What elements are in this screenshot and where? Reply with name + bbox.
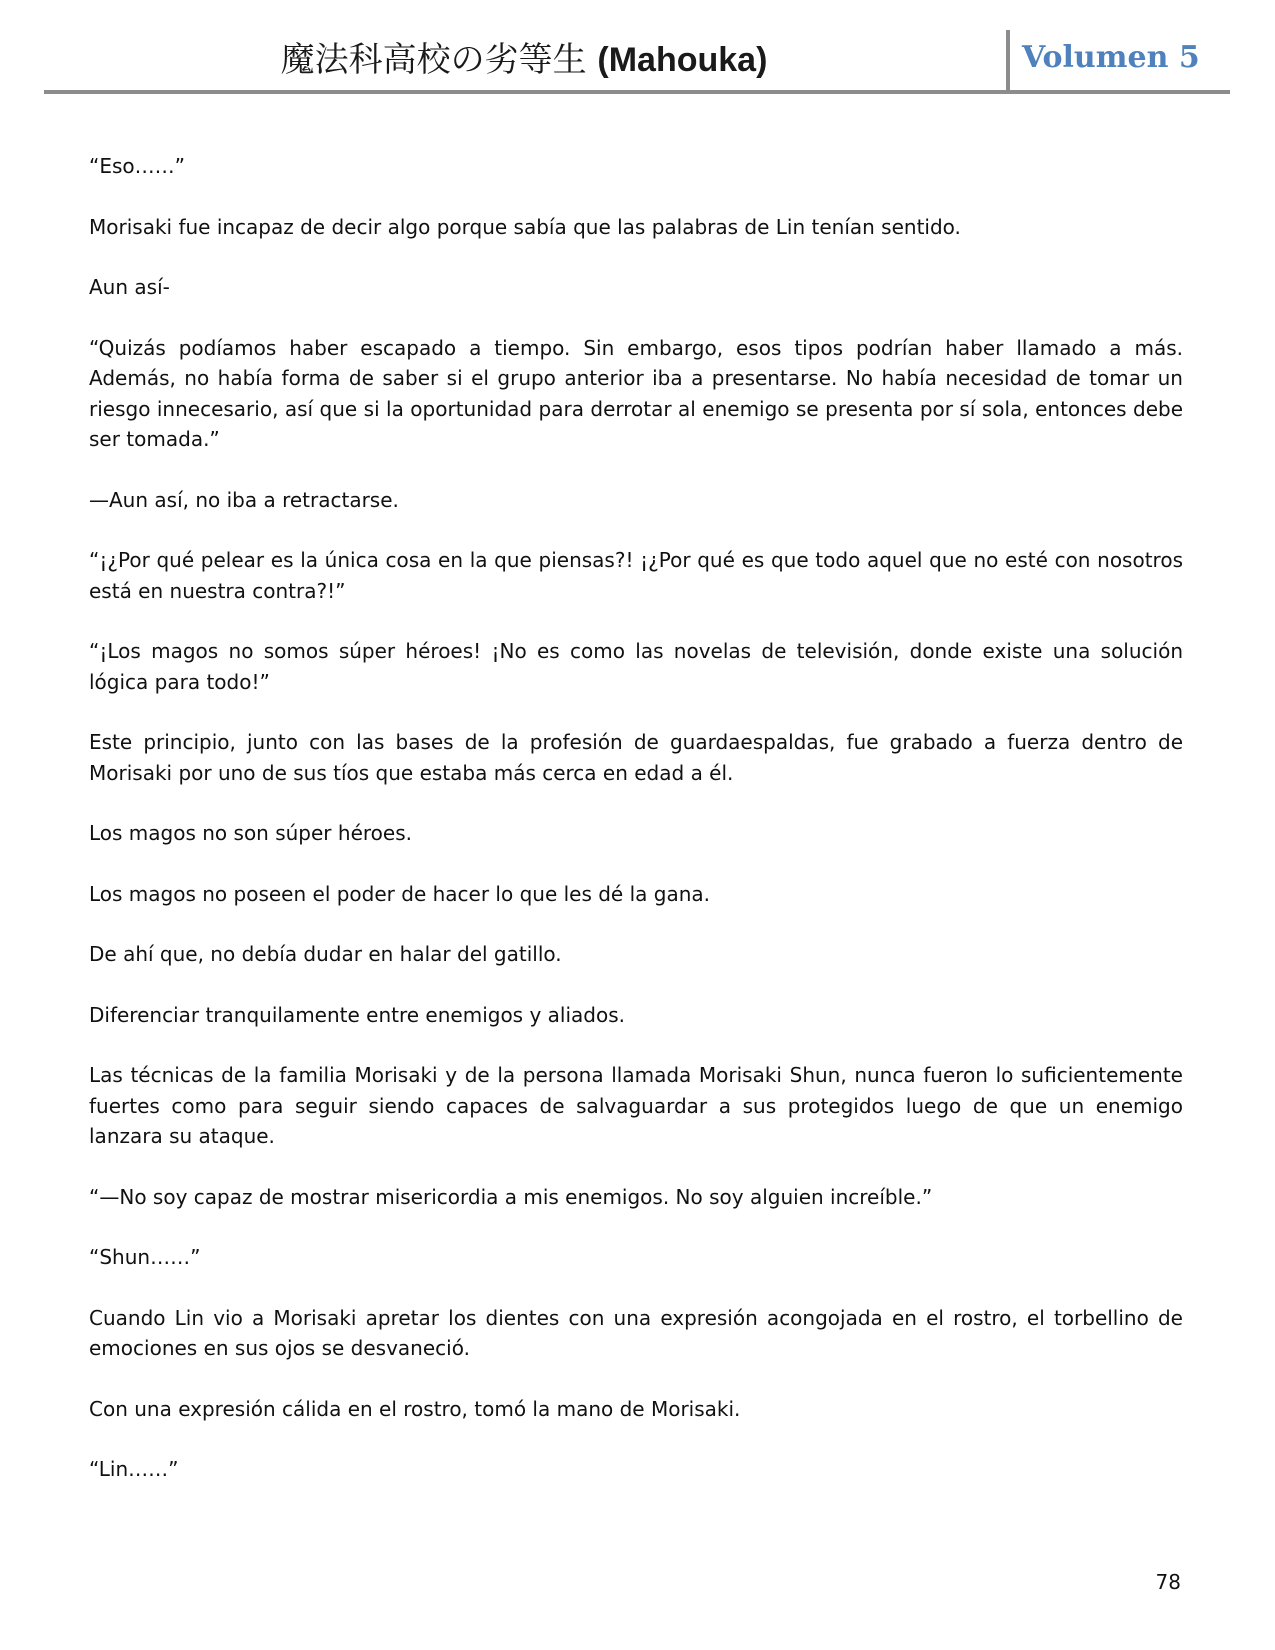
paragraph: “—No soy capaz de mostrar misericordia a mis enemigos. No soy alguien increíble.”	[89, 1184, 933, 1209]
book-title-japanese: 魔法科高校の劣等生	[280, 40, 587, 80]
paragraph: Los magos no poseen el poder de hacer lo que les dé la gana.	[89, 881, 711, 906]
chapter-text	[89, 151, 1183, 1515]
book-title	[44, 40, 1004, 80]
page-number: 78	[1155, 1570, 1181, 1594]
header-rule	[44, 90, 1230, 94]
paragraph: Con una expresión cálida en el rostro, tomó la mano de Morisaki.	[89, 1396, 741, 1421]
paragraph: Cuando Lin vio a Morisaki apretar los dientes con una expresión acongojada en el rostro, el torbellino de emociones en sus ojos se desvaneció.	[89, 1305, 1183, 1360]
paragraph: Aun así-	[89, 275, 170, 299]
paragraph: “Quizás podíamos haber escapado a tiempo. Sin embargo, esos tipos podrían haber llamado a más. Además, no había forma de saber si el grupo anterior iba a presentarse. No había necesidad de tomar un riesgo innecesario, así que si la oportunidad para derrotar al enemigo se presenta por sí sola, entonces debe ser tomada.”	[89, 335, 1183, 451]
book-title-latin: (Mahouka)	[597, 41, 768, 79]
paragraph: “Eso……”	[89, 154, 186, 178]
volume-label: Volumen 5	[1022, 40, 1200, 75]
paragraph: Morisaki fue incapaz de decir algo porque sabía que las palabras de Lin tenían sentido.	[89, 214, 961, 239]
paragraph: Diferenciar tranquilamente entre enemigos y aliados.	[89, 1002, 625, 1027]
paragraph: “¡Los magos no somos súper héroes! ¡No es como las novelas de televisión, donde existe una solución lógica para todo!”	[89, 639, 1183, 694]
paragraph: Los magos no son súper héroes.	[89, 821, 412, 845]
paragraph: “Shun……”	[89, 1245, 201, 1269]
paragraph: —Aun así, no iba a retractarse.	[89, 487, 399, 512]
header-vertical-divider	[1006, 30, 1010, 92]
page-header	[44, 26, 1230, 94]
paragraph: Las técnicas de la familia Morisaki y de la persona llamada Morisaki Shun, nunca fueron lo suficientemente fuertes como para seguir siendo capaces de salvaguardar a sus protegidos luego de que un enemigo lanzara su ataque.	[89, 1063, 1183, 1148]
paragraph: “Lin……”	[89, 1457, 179, 1481]
paragraph: “¡¿Por qué pelear es la única cosa en la que piensas?! ¡¿Por qué es que todo aquel que no esté con nosotros está en nuestra contra?!”	[89, 548, 1183, 603]
paragraph: De ahí que, no debía dudar en halar del gatillo.	[89, 942, 562, 966]
paragraph: Este principio, junto con las bases de la profesión de guardaespaldas, fue grabado a fuerza dentro de Morisaki por uno de sus tíos que estaba más cerca en edad a él.	[89, 730, 1183, 785]
